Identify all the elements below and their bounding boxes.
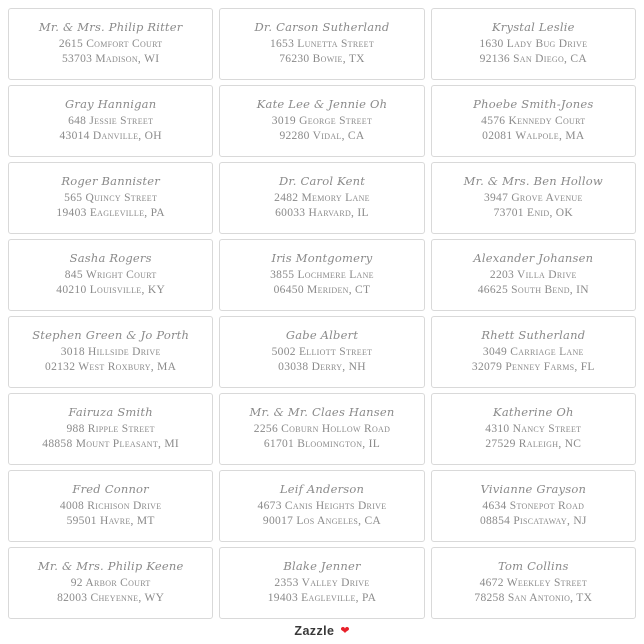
addressee-name: Mr. & Mr. Claes Hansen (249, 405, 395, 420)
label-grid (8, 8, 636, 619)
address-label (431, 547, 636, 619)
addressee-city-state: 06450 Meriden, CT (273, 284, 371, 297)
addressee-city-state: 78258 San Antonio, TX (474, 592, 593, 605)
address-label (8, 239, 213, 311)
address-label (8, 470, 213, 542)
addressee-street: 2256 Coburn Hollow Road (253, 422, 391, 435)
addressee-name: Fairuza Smith (68, 405, 153, 420)
addressee-name: Mr. & Mrs. Ben Hollow (463, 174, 603, 189)
addressee-street: 4634 Stonepot Road (482, 499, 585, 512)
addressee-street: 4310 Nancy Street (485, 422, 582, 435)
address-label (219, 85, 424, 157)
zazzle-logo: Zazzle (294, 624, 335, 638)
addressee-name: Iris Montgomery (271, 251, 373, 266)
address-label (219, 470, 424, 542)
addressee-name: Dr. Carol Kent (278, 174, 366, 189)
address-label (431, 470, 636, 542)
addressee-name: Leif Anderson (279, 482, 365, 497)
address-label (431, 8, 636, 80)
addressee-city-state: 02132 West Roxbury, MA (45, 361, 177, 374)
addressee-city-state: 40210 Louisville, KY (56, 284, 166, 297)
addressee-name: Vivianne Grayson (480, 482, 587, 497)
addressee-street: 565 Quincy Street (64, 191, 158, 204)
addressee-city-state: 82003 Cheyenne, WY (57, 592, 165, 605)
address-label (8, 85, 213, 157)
addressee-street: 5002 Elliott Street (271, 345, 373, 358)
address-label (219, 8, 424, 80)
addressee-street: 3019 George Street (271, 114, 373, 127)
address-label (8, 8, 213, 80)
addressee-street: 3049 Carriage Lane (482, 345, 584, 358)
addressee-street: 648 Jessie Street (68, 114, 154, 127)
addressee-city-state: 08854 Piscataway, NJ (479, 515, 587, 528)
addressee-street: 1653 Lunetta Street (269, 37, 375, 50)
addressee-city-state: 43014 Danville, OH (59, 130, 162, 143)
addressee-city-state: 60033 Harvard, IL (275, 207, 369, 220)
addressee-name: Sasha Rogers (69, 251, 152, 266)
addressee-street: 2482 Memory Lane (274, 191, 370, 204)
addressee-street: 3018 Hillside Drive (60, 345, 161, 358)
address-label (8, 393, 213, 465)
addressee-name: Gray Hannigan (65, 97, 157, 112)
addressee-street: 845 Wright Court (64, 268, 157, 281)
addressee-street: 92 Arbor Court (70, 576, 151, 589)
addressee-street: 2203 Villa Drive (489, 268, 577, 281)
footer-branding (0, 624, 644, 638)
addressee-city-state: 19403 Eagleville, PA (56, 207, 165, 220)
addressee-city-state: 92136 San Diego, CA (479, 53, 587, 66)
addressee-name: Mr. & Mrs. Philip Ritter (38, 20, 183, 35)
addressee-city-state: 03038 Derry, NH (278, 361, 366, 374)
addressee-street: 1630 Lady Bug Drive (479, 37, 588, 50)
addressee-city-state: 76230 Bowie, TX (279, 53, 365, 66)
address-label (431, 162, 636, 234)
address-label (431, 85, 636, 157)
addressee-name: Roger Bannister (61, 174, 160, 189)
address-label (8, 162, 213, 234)
addressee-city-state: 59501 Havre, MT (66, 515, 155, 528)
addressee-name: Krystal Leslie (492, 20, 575, 35)
address-label (8, 547, 213, 619)
addressee-city-state: 90017 Los Angeles, CA (262, 515, 382, 528)
addressee-street: 3947 Grove Avenue (483, 191, 583, 204)
address-label (219, 239, 424, 311)
addressee-street: 4576 Kennedy Court (481, 114, 586, 127)
addressee-name: Katherine Oh (493, 405, 574, 420)
addressee-street: 988 Ripple Street (66, 422, 155, 435)
addressee-name: Rhett Sutherland (481, 328, 586, 343)
addressee-name: Stephen Green & Jo Porth (32, 328, 190, 343)
addressee-city-state: 27529 Raleigh, NC (485, 438, 582, 451)
addressee-city-state: 92280 Vidal, CA (279, 130, 365, 143)
addressee-street: 4673 Canis Heights Drive (257, 499, 387, 512)
addressee-name: Phoebe Smith-Jones (473, 97, 594, 112)
address-label (8, 316, 213, 388)
addressee-name: Dr. Carson Sutherland (254, 20, 390, 35)
addressee-street: 4672 Weekley Street (479, 576, 588, 589)
addressee-city-state: 61701 Bloomington, IL (263, 438, 381, 451)
address-label (431, 316, 636, 388)
address-label (219, 547, 424, 619)
addressee-name: Gabe Albert (285, 328, 359, 343)
addressee-name: Mr. & Mrs. Philip Keene (37, 559, 184, 574)
address-label (219, 393, 424, 465)
addressee-city-state: 19403 Eagleville, PA (267, 592, 377, 605)
addressee-name: Alexander Johansen (473, 251, 594, 266)
addressee-street: 2353 Valley Drive (274, 576, 370, 589)
address-label (431, 239, 636, 311)
addressee-city-state: 53703 Madison, WI (61, 53, 160, 66)
addressee-city-state: 02081 Walpole, MA (482, 130, 585, 143)
addressee-name: Fred Connor (72, 482, 149, 497)
addressee-name: Kate Lee & Jennie Oh (256, 97, 388, 112)
addressee-city-state: 46625 South Bend, IN (477, 284, 589, 297)
address-label (219, 316, 424, 388)
addressee-city-state: 32079 Penney Farms, FL (471, 361, 595, 374)
address-label (431, 393, 636, 465)
heart-icon: ❤ (340, 624, 350, 637)
addressee-street: 4008 Richison Drive (59, 499, 162, 512)
address-label (219, 162, 424, 234)
addressee-name: Tom Collins (498, 559, 569, 574)
addressee-city-state: 48858 Mount Pleasant, MI (42, 438, 180, 451)
addressee-city-state: 73701 Enid, OK (493, 207, 574, 220)
addressee-street: 2615 Comfort Court (58, 37, 163, 50)
addressee-name: Blake Jenner (283, 559, 361, 574)
addressee-street: 3855 Lochmere Lane (270, 268, 374, 281)
